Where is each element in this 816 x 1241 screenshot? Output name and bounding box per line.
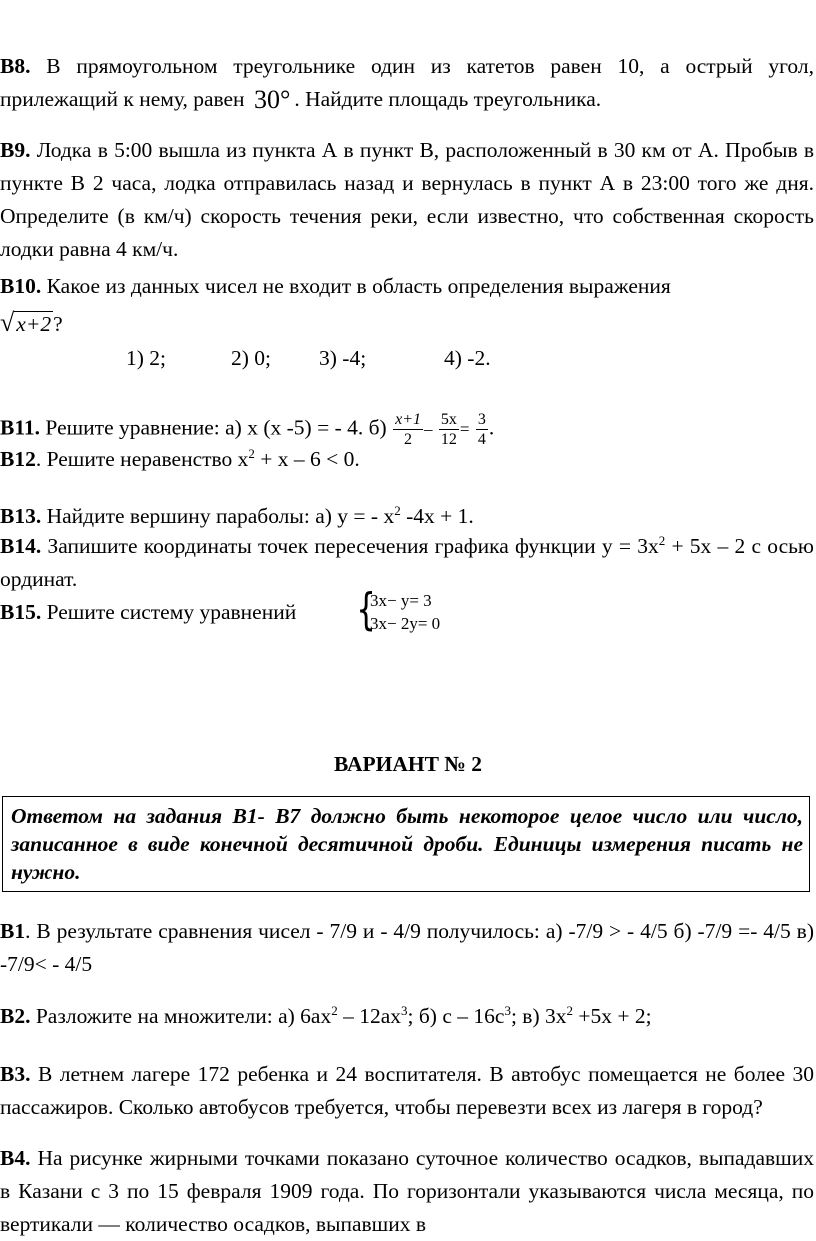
task-b13: В13. Найдите вершину параболы: а) у = - $х^2$ -4х + 1. xyxy=(0,503,474,528)
equation-1: 3x− y= 3 xyxy=(370,591,432,610)
task-b15: В15. Решите систему уравнений xyxy=(0,600,297,624)
task-number: В14. xyxy=(0,534,42,558)
task-number: В15. xyxy=(0,600,42,624)
option-3: 3) -4; xyxy=(319,346,367,370)
task-b9: В9. Лодка в 5:00 вышла из пункта А в пункт В, расположенный в 30 км от А. Пробыв в пункте В 2 часа, лодка отправилась назад и вернулась в пункт А в 23:00 того же дня. Определите (в км/ч) скорость течения реки, если известно, что собственная скорость лодки равна 4 км/ч. xyxy=(0,138,814,261)
fraction-3: $\frac{3}{4}$ xyxy=(477,411,486,448)
instruction-box: Ответом на задания В1- В7 должно быть некоторое целое число или число, записанное в виде конечной десятичной дроби. Единицы измерения писать не нужно. xyxy=(2,796,810,892)
task-number: В13. xyxy=(0,504,42,528)
fraction-1: $\frac{x+1}{2}$ xyxy=(395,411,421,448)
option-2: 2) 0; xyxy=(231,346,272,370)
brace-symbol: { xyxy=(356,584,376,635)
task-b10: В10. Какое из данных чисел не входит в область определения выражения xyxy=(0,274,671,298)
task-number: В11. xyxy=(0,415,41,440)
task-number: В12 xyxy=(0,447,36,471)
task-number: В3. xyxy=(0,1062,31,1086)
task-b14: В14. Запишите координаты точек пересечения графика функции $у = 3х^2 + 5х - 2$ с осью ординат. xyxy=(0,533,814,591)
sqrt-expression: √x+2? xyxy=(0,308,63,337)
task-number: В2. xyxy=(0,1004,31,1028)
task-number: В10. xyxy=(0,274,42,298)
option-1: 1) 2; xyxy=(126,346,167,370)
task-v2-b3: В3. В летнем лагере 172 ребенка и 24 воспитателя. В автобус помещается не более 30 пассажиров. Сколько автобусов требуется, чтобы перевезти всех из лагеря в город? xyxy=(0,1062,814,1119)
task-number: В1 xyxy=(0,919,26,943)
answer-options xyxy=(126,342,814,375)
option-4: 4) -2. xyxy=(444,346,491,370)
task-b8: В8. В прямоугольном треугольнике один из катетов равен 10, а острый угол, прилежащий к нему, равен 30° . Найдите площадь треугольника. xyxy=(0,54,814,114)
task-v2-b4: В4. На рисунке жирными точками показано суточное количество осадков, выпадавших в Казани с 3 по 15 февраля 1909 года. По горизонтали указываются числа месяца, по вертикали — количество осадков, выпавших в xyxy=(0,1146,814,1236)
equation-2: 3x− 2y= 0 xyxy=(370,614,441,633)
task-number: В9. xyxy=(0,138,31,162)
fraction-2: $\frac{5x}{12}$ xyxy=(440,411,457,448)
task-v2-b2: В2. Разложите на множители: а) $6ах^2 - 12ах^3$; б) с – $16с^3$; в) $3х^2 +5х + 2$; xyxy=(0,1003,652,1028)
task-b11: В11. Решите уравнение: а) х (х -5) = - 4. б) $\frac{x+1}{2}$ – $\frac{5x}{12}$ = $\frac{3}{4}$ . xyxy=(0,411,495,448)
angle-value: 30° xyxy=(253,85,291,114)
variant-title: ВАРИАНТ № 2 xyxy=(333,752,483,776)
task-v2-b1: В1. В результате сравнения чисел - 7/9 и - 4/9 получилось: а) -7/9 > - 4/5 б) -7/9 =- 4/5 в) -7/9< - 4/5 xyxy=(0,919,814,976)
task-b12: В12. Решите неравенство $х^2 + х - 6 < 0$. xyxy=(0,446,360,471)
task-number: В4. xyxy=(0,1146,31,1170)
task-number: В8. xyxy=(0,54,31,78)
equation-system xyxy=(352,584,482,636)
